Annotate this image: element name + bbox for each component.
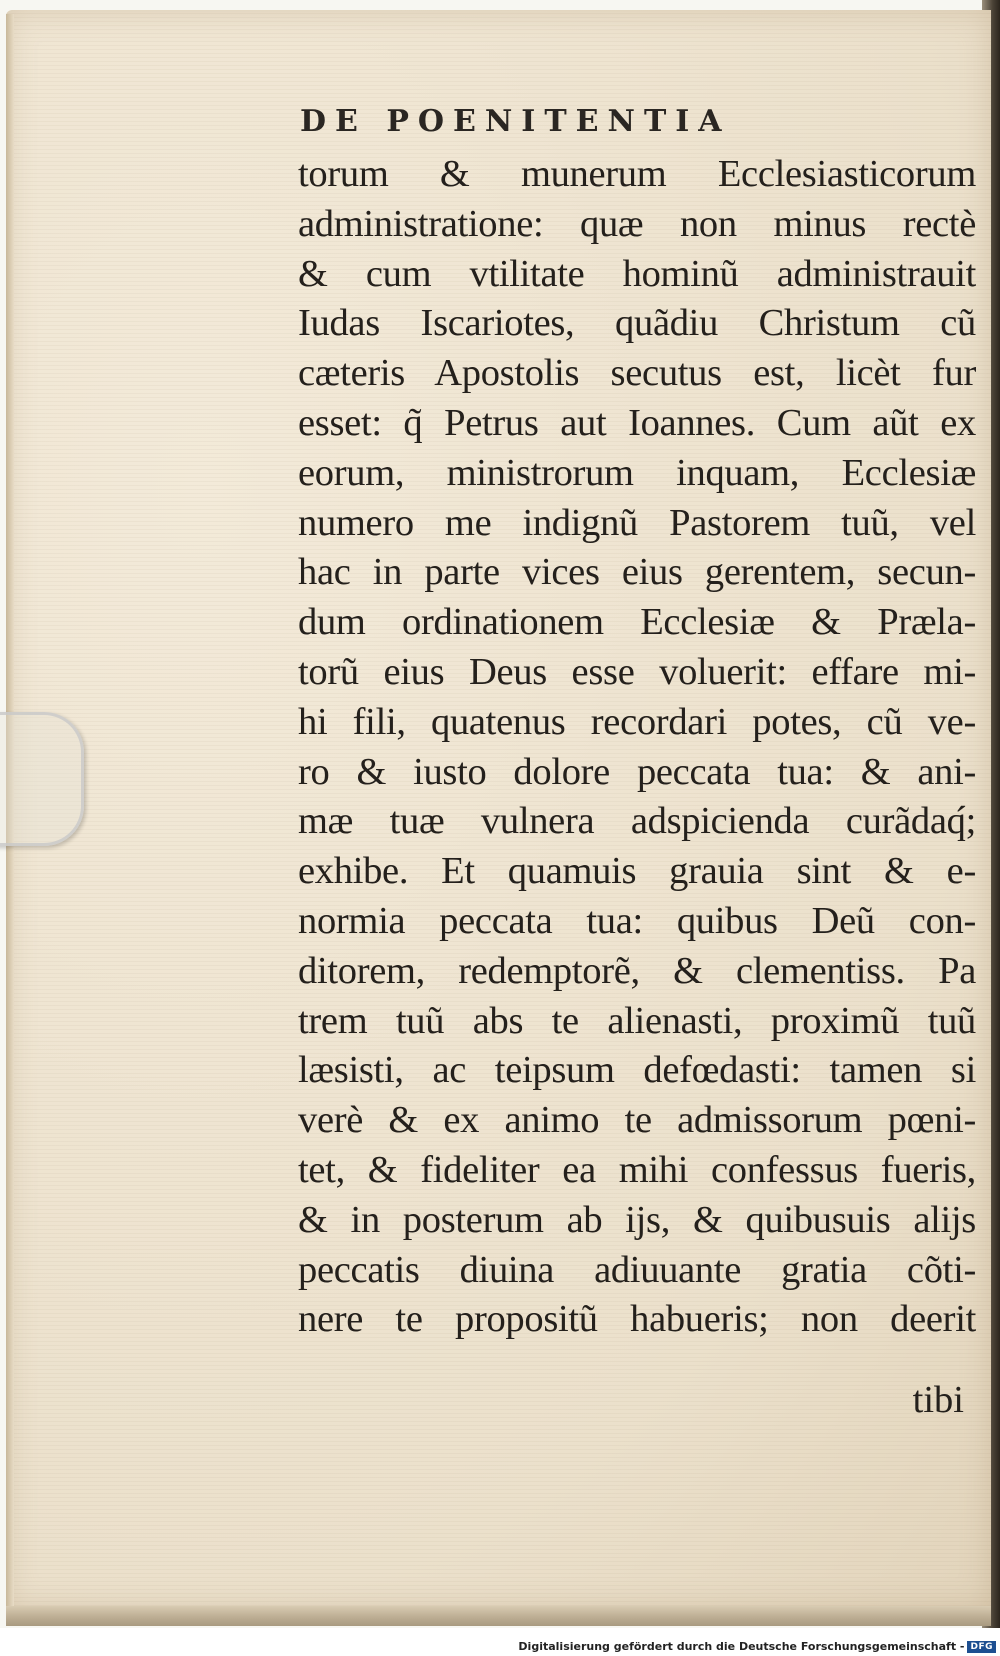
running-head: DE POENITENTIA	[300, 104, 731, 139]
text-line: cæteris Apostolis secutus est, licèt fur	[298, 352, 976, 395]
text-line: verè & ex animo te admissorum pœni-	[298, 1099, 976, 1142]
text-line: trem tuũ abs te alienasti, proximũ tuũ	[298, 999, 976, 1042]
text-line: tet, & fideliter ea mihi confessus fueris,	[298, 1148, 976, 1191]
text-line: dum ordinationem Ecclesiæ & Præla-	[298, 601, 976, 644]
text-line: eorum, ministrorum inquam, Ecclesiæ	[298, 451, 976, 494]
funding-credit	[518, 1640, 996, 1653]
text-line: hac in parte vices eius gerentem, secun-	[298, 551, 976, 594]
text-line: torũ eius Deus esse voluerit: effare mi-	[298, 650, 976, 693]
page-clip	[0, 712, 84, 846]
text-line: exhibe. Et quamuis grauia sint & e-	[298, 850, 976, 893]
body-text	[298, 150, 976, 1345]
text-line: & cum vtilitate hominũ administrauit	[298, 252, 976, 295]
text-line: ditorem, redemptorẽ, & clementiss. Pa	[298, 949, 976, 992]
catchword: tibi	[912, 1379, 964, 1421]
text-line: esset: q̃ Petrus aut Ioannes. Cum aũt ex	[298, 401, 976, 444]
text-line: normia peccata tua: quibus Deũ con-	[298, 899, 976, 942]
text-line: & in posterum ab ijs, & quibusuis alijs	[298, 1198, 976, 1241]
page-bottom-edge	[6, 1606, 991, 1626]
text-line: administratione: quæ non minus rectè	[298, 202, 976, 245]
text-line: mæ tuæ vulnera adspicienda curãdaq́;	[298, 800, 976, 843]
dfg-logo-icon: DFG	[967, 1641, 996, 1653]
text-line: læsisti, ac teipsum defœdasti: tamen si	[298, 1049, 976, 1092]
text-line: numero me indignũ Pastorem tuũ, vel	[298, 501, 976, 544]
text-line: nere te propositũ habueris; non deerit	[298, 1298, 976, 1341]
text-line: ro & iusto dolore peccata tua: & ani-	[298, 750, 976, 793]
text-line: torum & munerum Ecclesiasticorum	[298, 153, 976, 195]
text-line: Iudas Iscariotes, quãdiu Christum cũ	[298, 302, 976, 345]
funding-credit-text: Digitalisierung gefördert durch die Deutsche Forschungsgemeinschaft -	[518, 1640, 965, 1653]
text-line: peccatis diuina adiuuante gratia cõti-	[298, 1248, 976, 1291]
text-line: hi fili, quatenus recordari potes, cũ ve-	[298, 700, 976, 743]
